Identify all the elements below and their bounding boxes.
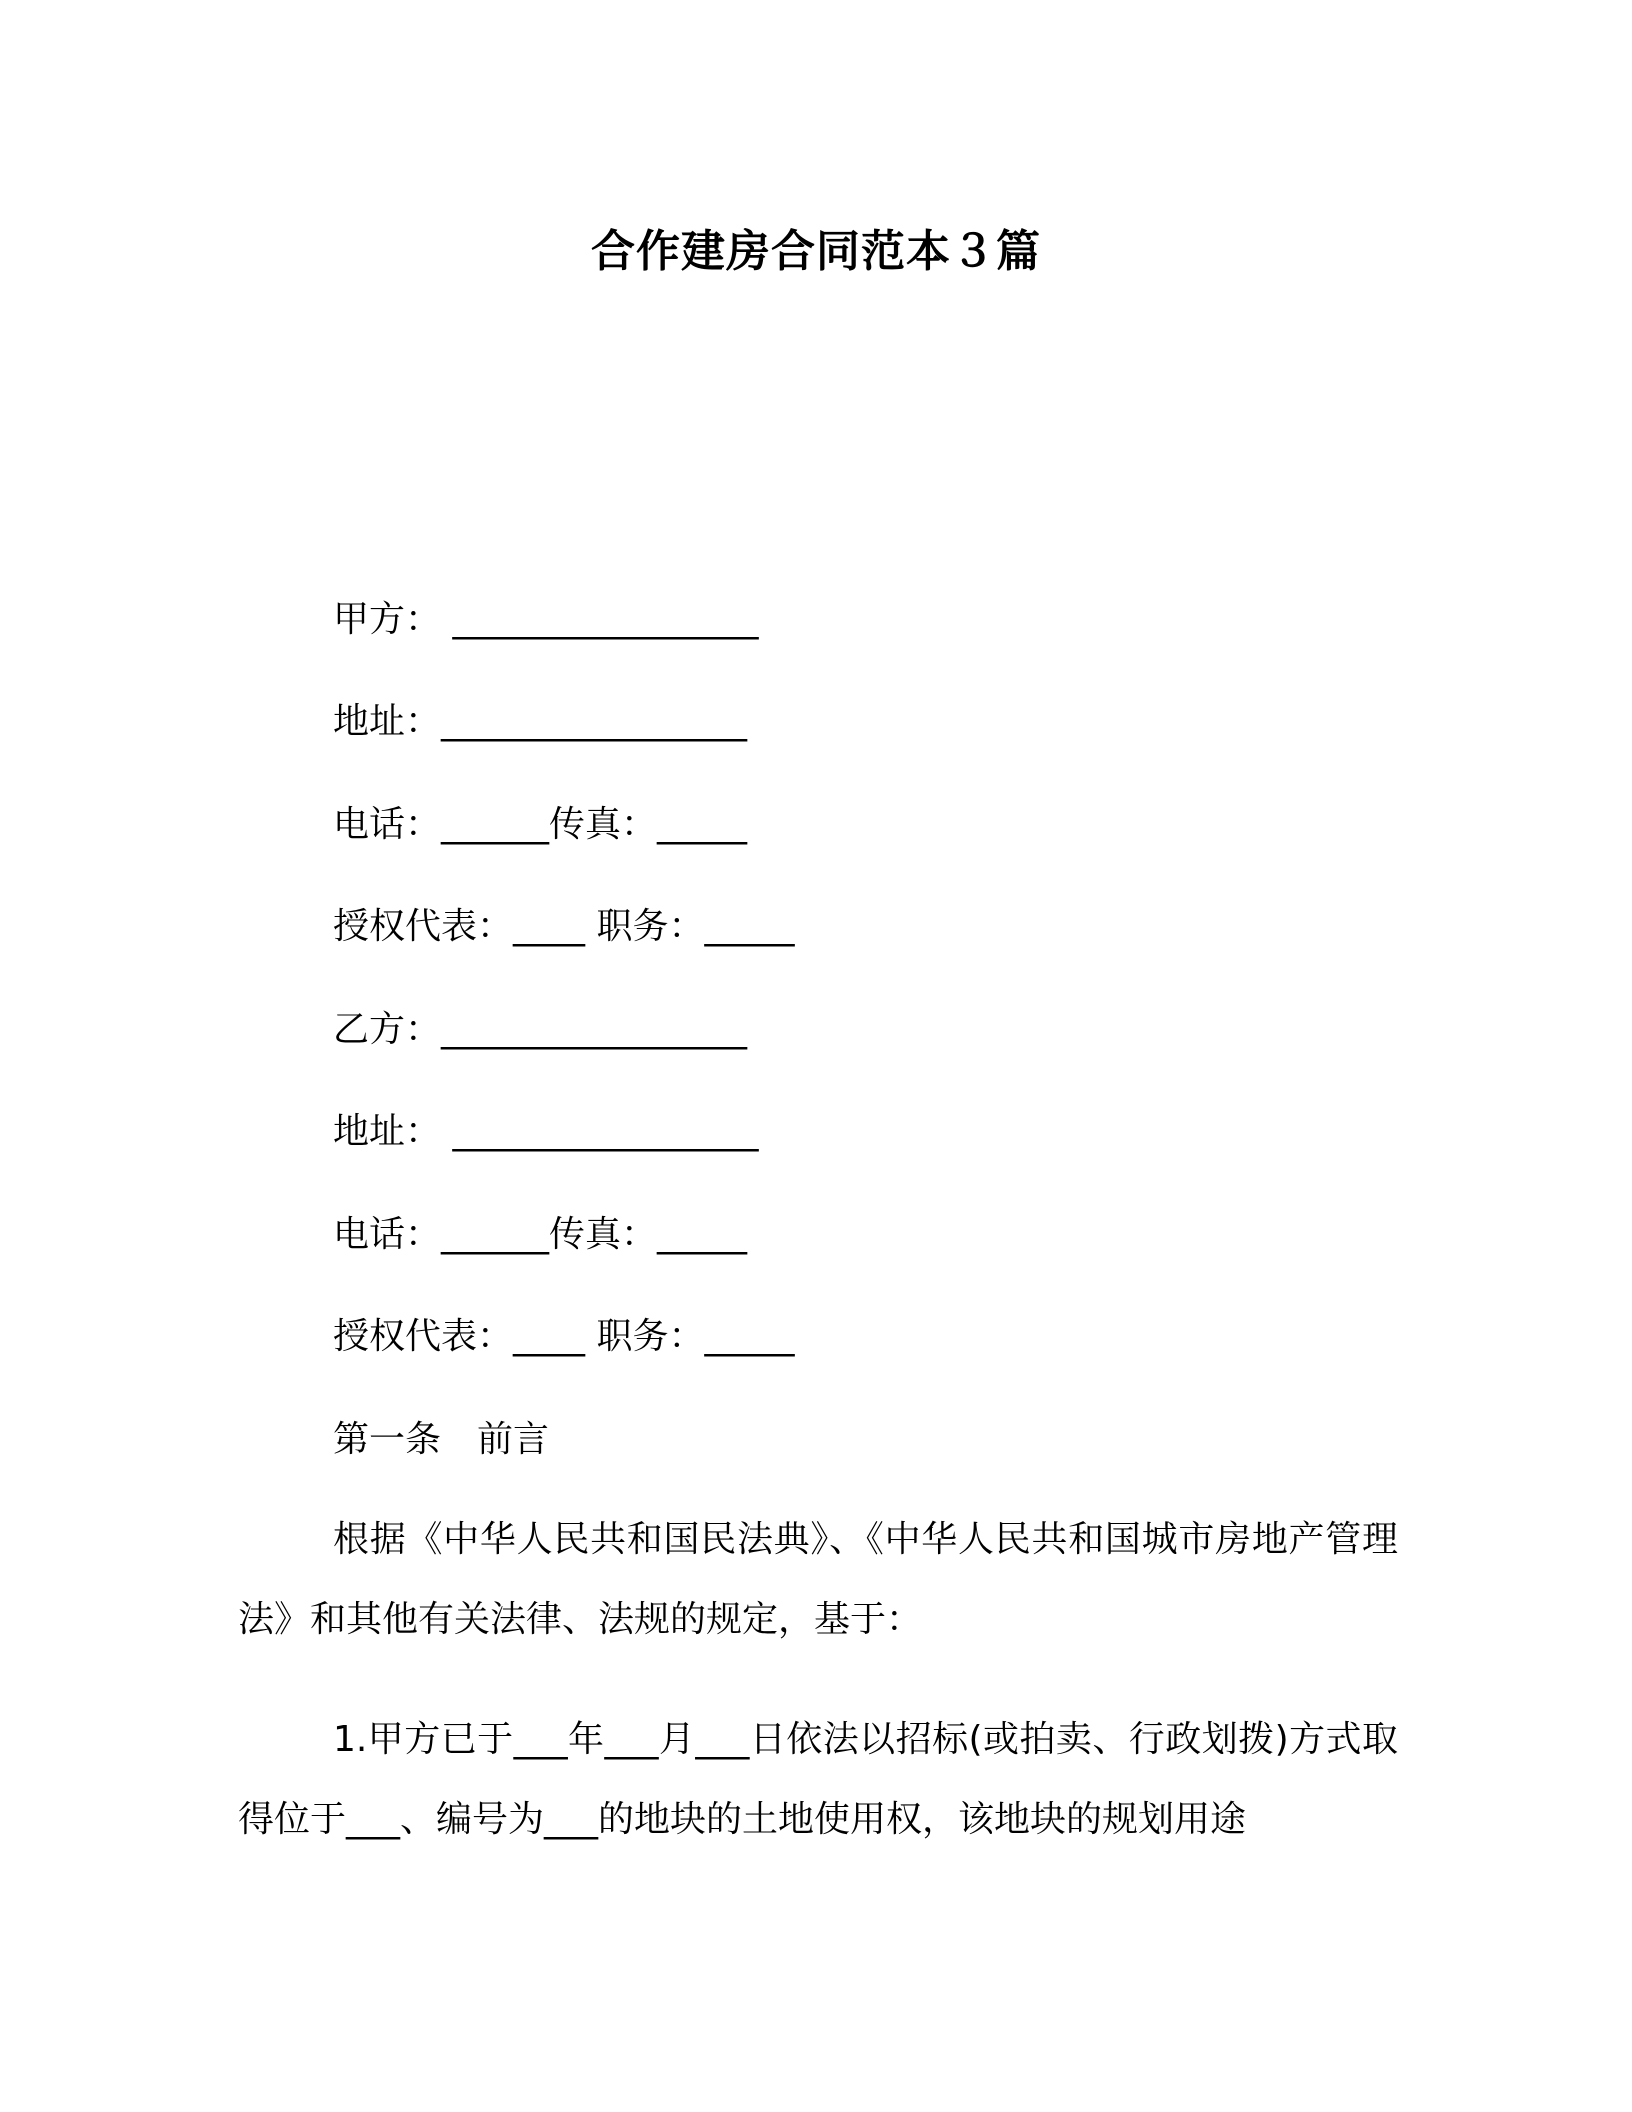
preamble-paragraph: 根据《中华人民共和国民法典》、《中华人民共和国城市房地产管理法》和其他有关法律、法规的规定，基于： bbox=[238, 1519, 1398, 1640]
party-b-address-line: 地址： _________________ bbox=[333, 1111, 759, 1152]
party-b-name-line: 乙方：_________________ bbox=[333, 1009, 748, 1050]
party-a-name-line: 甲方： _________________ bbox=[333, 599, 759, 640]
clause-1-paragraph: 1.甲方已于___年___月___日依法以招标(或拍卖、行政划拨)方式取得位于___、编号为___的地块的土地使用权，该地块的规划用途 bbox=[238, 1719, 1398, 1840]
article-1-heading: 第一条 前言 bbox=[333, 1419, 550, 1460]
party-a-phone-fax-line: 电话：______传真：_____ bbox=[333, 804, 748, 845]
document-title: 合作建房合同范本３篇 bbox=[591, 226, 1041, 277]
party-b-representative-line: 授权代表：____ 职务：_____ bbox=[333, 1316, 795, 1357]
party-b-phone-fax-line: 电话：______传真：_____ bbox=[333, 1214, 748, 1255]
party-a-representative-line: 授权代表：____ 职务：_____ bbox=[333, 906, 795, 947]
party-a-address-line: 地址：_________________ bbox=[333, 701, 748, 742]
